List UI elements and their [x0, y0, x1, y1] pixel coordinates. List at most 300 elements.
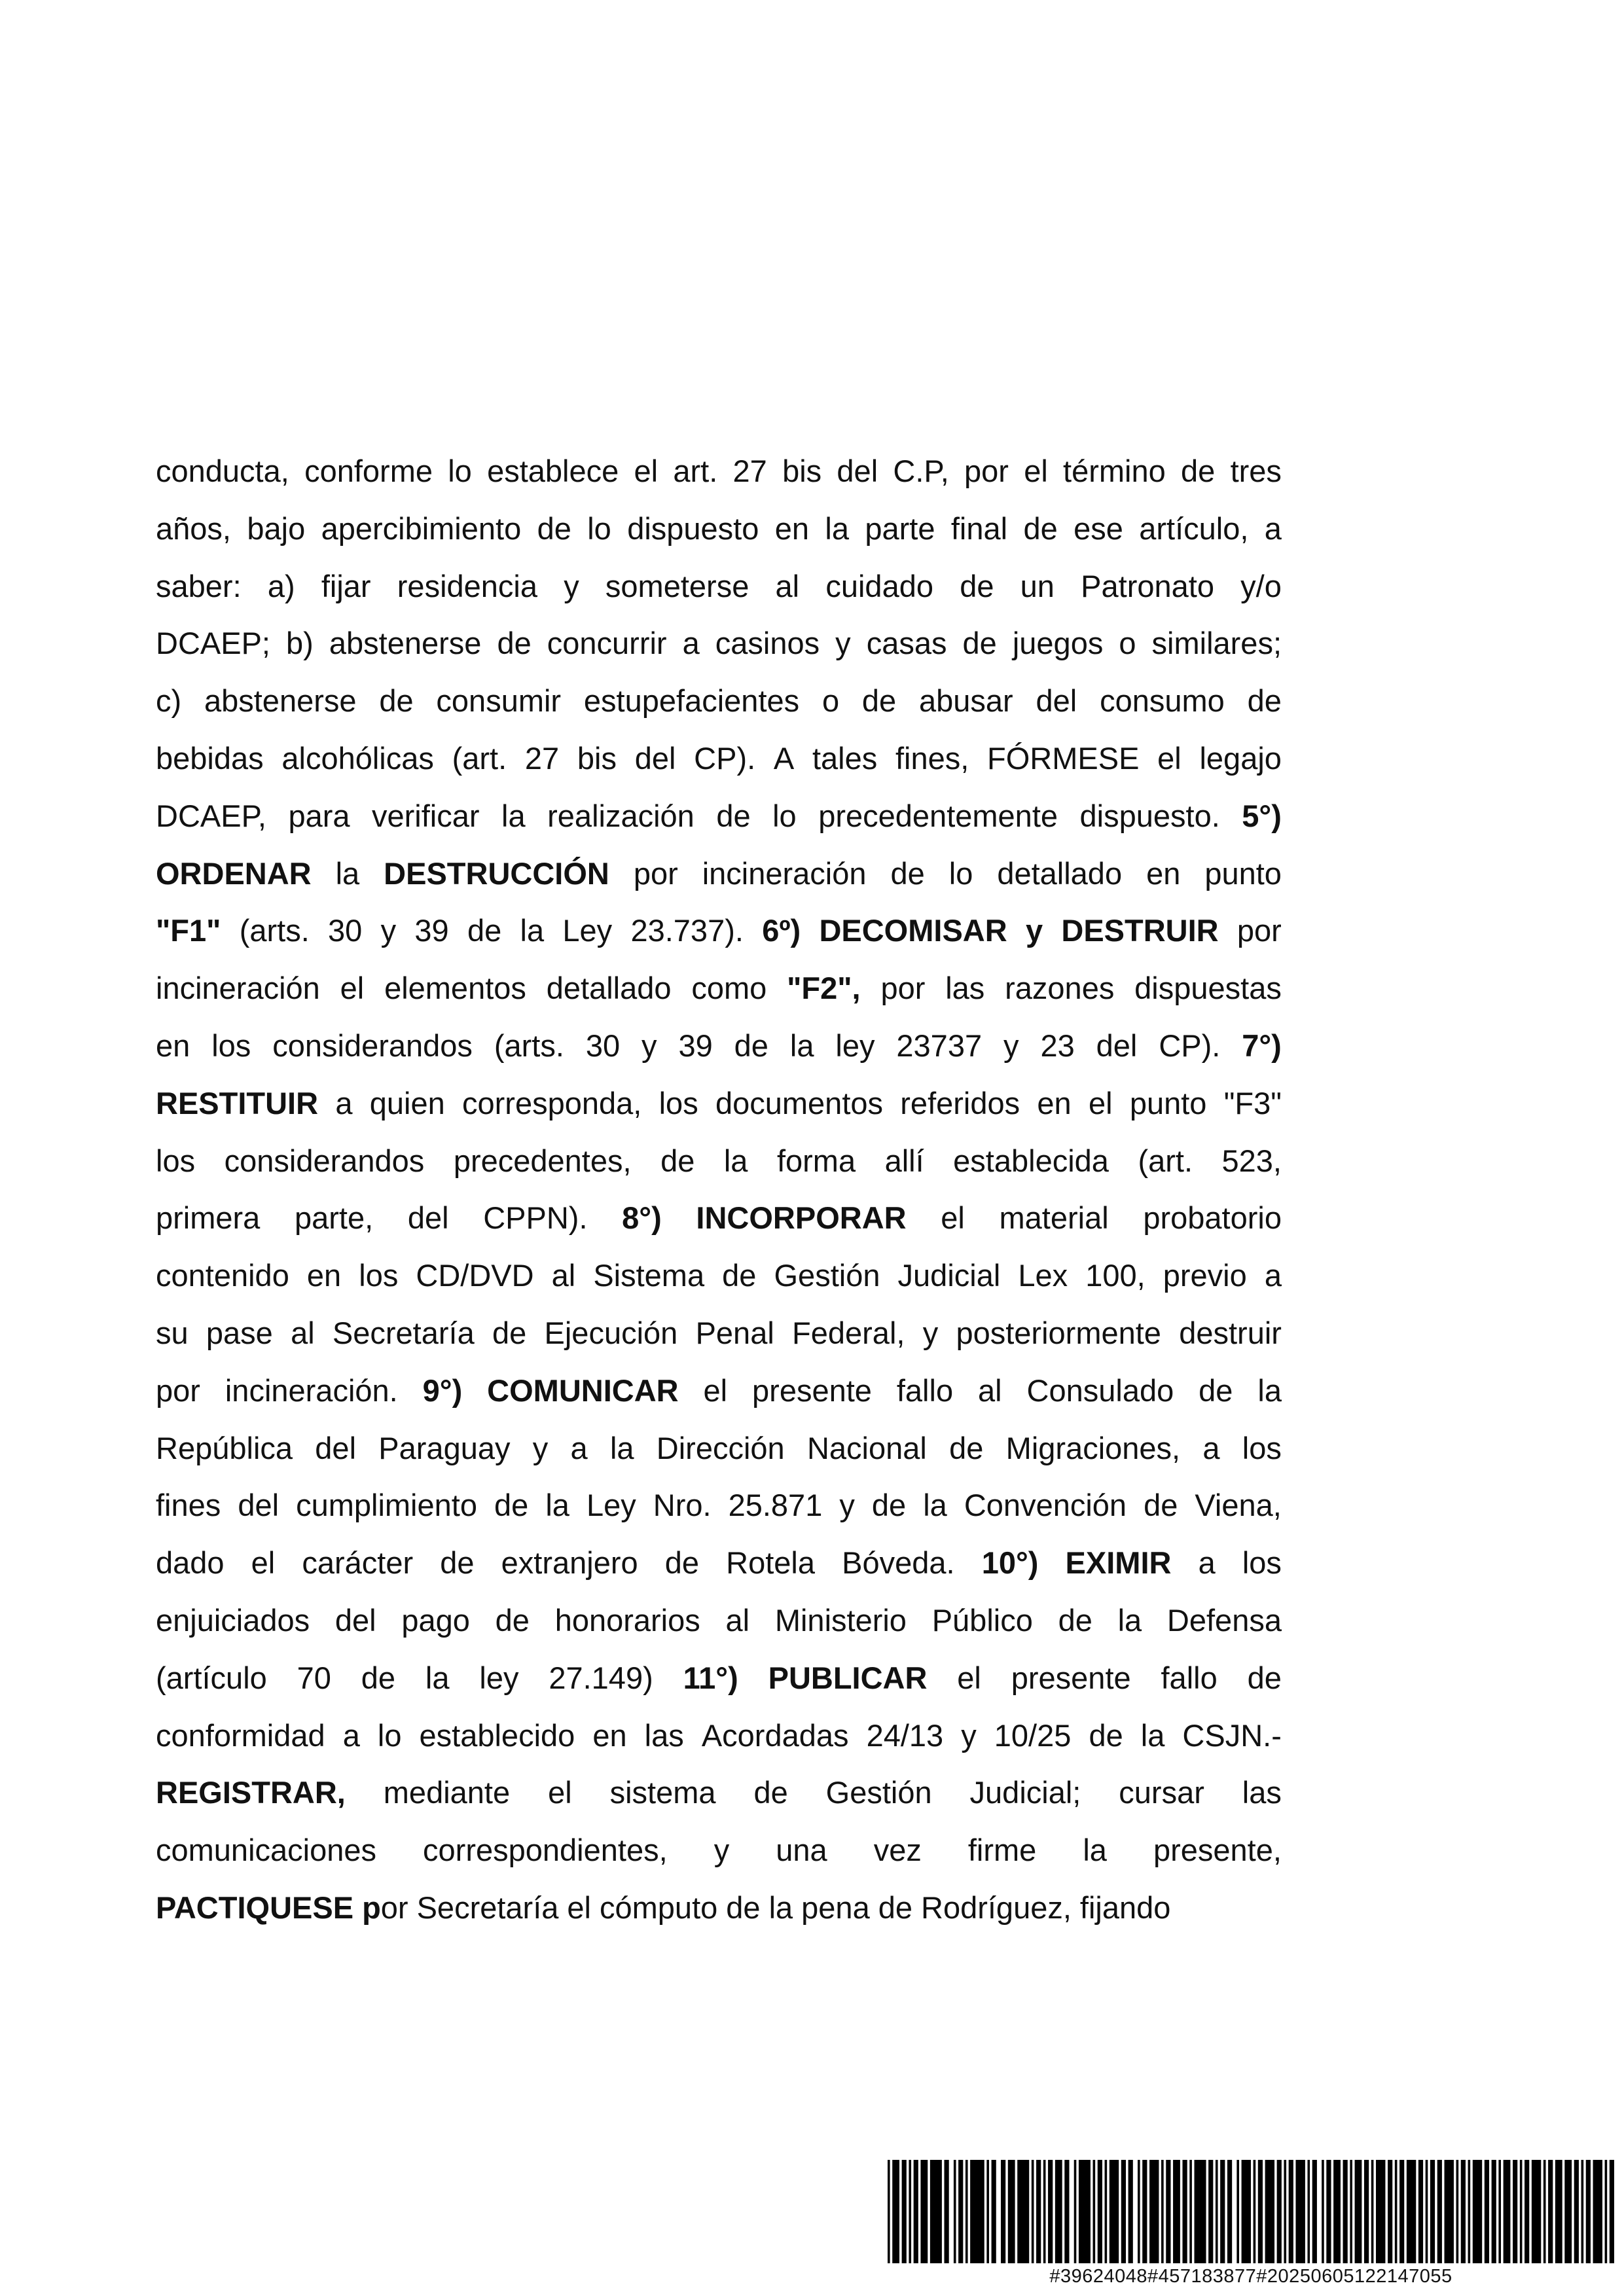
barcode-bar [1399, 2160, 1404, 2263]
word: de [734, 1028, 768, 1063]
word: a [1264, 511, 1282, 546]
word: referidos [900, 1085, 1020, 1121]
word: a [335, 1085, 353, 1121]
word: la [545, 1488, 569, 1523]
barcode-bar [1173, 2160, 1180, 2263]
word: los [156, 1143, 196, 1178]
barcode-bar [1036, 2160, 1041, 2263]
word: de [1247, 1660, 1282, 1695]
word: consumir [436, 683, 562, 719]
word: o [1119, 626, 1136, 661]
word: o [821, 683, 840, 719]
word: su [156, 1315, 189, 1350]
word: ley [835, 1028, 875, 1063]
barcode-bar [1548, 2160, 1553, 2263]
word: enjuiciados [156, 1602, 310, 1638]
barcode-bar [1048, 2160, 1053, 2263]
barcode-bar [1079, 2160, 1091, 2263]
barcode-bar [1220, 2160, 1225, 2263]
paragraph-line [156, 1189, 1282, 1247]
barcode-bar [1001, 2160, 1005, 2263]
word: COMUNICAR [487, 1372, 679, 1408]
barcode-bar [902, 2160, 907, 2263]
word: Federal, [792, 1315, 905, 1350]
word: por [880, 971, 926, 1006]
word: DECOMISAR [819, 913, 1007, 948]
word: RESTITUIR [156, 1085, 319, 1121]
word: REGISTRAR, [156, 1775, 346, 1810]
paragraph-line [156, 500, 1282, 558]
word: 8°) [622, 1200, 662, 1236]
word: de [1181, 454, 1216, 488]
word: del [407, 1200, 449, 1236]
word: artículo, [1139, 511, 1249, 546]
word: PUBLICAR [768, 1660, 928, 1695]
word: Judicial [897, 1258, 1001, 1293]
word: 27 [732, 454, 767, 488]
word: a) [267, 568, 295, 603]
word: y [835, 626, 851, 661]
barcode-bar [1350, 2160, 1352, 2263]
barcode-bar [1307, 2160, 1310, 2263]
barcode-bar [888, 2160, 890, 2263]
word: y [922, 1315, 939, 1350]
word: fijar [321, 568, 371, 603]
word: conforme [304, 454, 433, 488]
word: tres [1230, 454, 1282, 488]
word: 6º) [762, 913, 801, 948]
word: de [878, 1890, 912, 1925]
barcode-bar [1277, 2160, 1282, 2263]
paragraph-line [156, 1247, 1282, 1304]
word: para [288, 798, 350, 833]
barcode-bar [1564, 2160, 1572, 2263]
word: realización [547, 798, 695, 833]
word: 7°) [1242, 1028, 1282, 1063]
word: de [660, 1143, 695, 1178]
word: razones [1005, 971, 1115, 1006]
word: 24/13 [866, 1717, 944, 1753]
word: Patronato [1081, 568, 1214, 603]
word: República [156, 1430, 293, 1465]
word: de [716, 798, 751, 833]
barcode-bar [1258, 2160, 1263, 2263]
word: (arts. [494, 1028, 564, 1063]
word: del [1096, 1028, 1138, 1063]
barcode-bar [1418, 2160, 1423, 2263]
word: fallo [896, 1372, 954, 1408]
barcode-bar [1295, 2160, 1305, 2263]
word: en [1037, 1085, 1072, 1121]
word: en [156, 1028, 190, 1063]
barcode-bar [1289, 2160, 1293, 2263]
word: de [861, 683, 897, 719]
word: la [1140, 1717, 1165, 1753]
barcode-bar [1468, 2160, 1471, 2263]
barcode-bar [1426, 2160, 1428, 2263]
word: y [1003, 1028, 1019, 1063]
barcode-bar [1388, 2160, 1392, 2263]
barcode-bar [1605, 2160, 1608, 2263]
word: b) [286, 626, 314, 661]
word: ley [479, 1660, 519, 1695]
barcode-bar [1128, 2160, 1133, 2263]
paragraph-line [156, 1017, 1282, 1075]
word: CP). [694, 740, 756, 776]
word: incineración. [225, 1372, 398, 1408]
word: lo [948, 855, 973, 891]
word: presente, [1153, 1833, 1282, 1868]
word: y [380, 913, 397, 948]
word: el [251, 1545, 276, 1581]
paragraph-line [156, 1764, 1282, 1821]
word: abstenerse [329, 626, 482, 661]
word: a [570, 1430, 588, 1465]
barcode-bar [1312, 2160, 1317, 2263]
word: lo [772, 798, 797, 833]
word: los [1242, 1430, 1282, 1465]
word: dado [156, 1545, 225, 1581]
word: Secretaría [332, 1315, 475, 1350]
word: correspondientes, [423, 1833, 668, 1868]
word: la [789, 1028, 814, 1063]
word: 27 [524, 740, 560, 776]
paragraph-line [156, 615, 1282, 672]
barcode-bar [1498, 2160, 1501, 2263]
word: Lex [1018, 1258, 1068, 1293]
word: y [839, 1488, 855, 1523]
barcode-bar [1182, 2160, 1187, 2263]
word: establecida [953, 1143, 1109, 1178]
word: cuidado [825, 568, 933, 603]
word: previo [1163, 1258, 1247, 1293]
barcode-bar [1032, 2160, 1034, 2263]
barcode-bar [1110, 2160, 1119, 2263]
word: el [957, 1660, 981, 1695]
barcode-bar [1105, 2160, 1108, 2263]
word: destruir [1179, 1315, 1282, 1350]
word: casas [866, 626, 947, 661]
paragraph-line [156, 1821, 1282, 1879]
word: Dirección [656, 1430, 785, 1465]
word: legajo [1199, 740, 1282, 776]
word: parte [865, 511, 935, 546]
word: material [999, 1200, 1109, 1236]
word: comunicaciones [156, 1833, 377, 1868]
word: abusar [919, 683, 1013, 719]
word: similares; [1151, 626, 1282, 661]
word: pase [206, 1315, 273, 1350]
barcode-bar [1555, 2160, 1562, 2263]
paragraph-line [156, 1362, 1282, 1420]
word: la [723, 1143, 748, 1178]
word: 30 [585, 1028, 621, 1063]
word: 100, [1085, 1258, 1146, 1293]
word: quien [369, 1085, 445, 1121]
paragraph-line [156, 1075, 1282, 1132]
word: concurrir [547, 626, 667, 661]
word: de [949, 1430, 984, 1465]
word: la [768, 1890, 793, 1925]
word: en [1146, 855, 1181, 891]
word: cumplimiento [296, 1488, 477, 1523]
word: lo [587, 511, 611, 546]
word: del [634, 740, 676, 776]
barcode-bar [1043, 2160, 1046, 2263]
word: apercibimiento [321, 511, 522, 546]
word: establece [487, 454, 619, 488]
word: y [641, 1028, 657, 1063]
barcode-bar [1166, 2160, 1170, 2263]
barcode-bar [1513, 2160, 1517, 2263]
word: conformidad [156, 1717, 325, 1753]
word: al [775, 568, 800, 603]
barcode-bar [1195, 2160, 1206, 2263]
word: "F3" [1223, 1085, 1282, 1121]
word: DCAEP, [156, 798, 266, 833]
word: de [960, 568, 994, 603]
word: del [238, 1488, 280, 1523]
word: la [825, 511, 849, 546]
word: (artículo [156, 1660, 267, 1695]
word: presente [752, 1372, 872, 1408]
word: precedentemente [818, 798, 1058, 833]
word: considerandos [224, 1143, 425, 1178]
word: 30 [328, 913, 363, 948]
barcode-bar [930, 2160, 942, 2263]
barcode-bar [1098, 2160, 1102, 2263]
barcode-bar [1008, 2160, 1015, 2263]
word: ORDENAR [156, 855, 312, 891]
word: por [362, 1890, 408, 1925]
word: dispuestas [1134, 971, 1282, 1006]
word: fijando [1079, 1890, 1171, 1925]
word: 10/25 [994, 1717, 1072, 1753]
word: incineración [702, 855, 867, 891]
barcode-bar [1371, 2160, 1374, 2263]
word: detallado [997, 855, 1123, 891]
barcode-bar [1456, 2160, 1459, 2263]
word: vez [873, 1833, 922, 1868]
word: el [567, 1890, 591, 1925]
barcode-bar [1149, 2160, 1159, 2263]
paragraph-line [156, 1592, 1282, 1649]
word: los [359, 1258, 399, 1293]
barcode-bar [1437, 2160, 1442, 2263]
barcode-bar [892, 2160, 899, 2263]
word: el [548, 1775, 572, 1810]
word: saber: [156, 568, 242, 603]
word: años, [156, 511, 231, 546]
word: allí [884, 1143, 924, 1178]
barcode-bar [1208, 2160, 1213, 2263]
word: Viena, [1195, 1488, 1282, 1523]
word: como [691, 971, 767, 1006]
word: de [890, 855, 925, 891]
word: fines, [895, 740, 969, 776]
word: Judicial; [969, 1775, 1081, 1810]
word: A [773, 740, 795, 776]
word: las [644, 1717, 684, 1753]
word: el [941, 1200, 965, 1236]
barcode-bar [1064, 2160, 1069, 2263]
barcode-bar [1593, 2160, 1602, 2263]
word: de [537, 511, 571, 546]
word: Acordadas [701, 1717, 849, 1753]
word: de [492, 1315, 527, 1350]
word: Ejecución [544, 1315, 678, 1350]
word: 23 [1040, 1028, 1075, 1063]
word: Bóveda. [842, 1545, 955, 1581]
word: y [564, 568, 579, 603]
word: y [961, 1717, 977, 1753]
word: juegos [1012, 626, 1104, 661]
barcode-bar [1492, 2160, 1496, 2263]
paragraph-line [156, 1707, 1282, 1765]
word: del [1036, 683, 1077, 719]
word: tales [812, 740, 878, 776]
word: y/o [1240, 568, 1282, 603]
barcode [888, 2160, 1614, 2263]
paragraph-line [156, 845, 1282, 903]
word: 523, [1221, 1143, 1282, 1178]
word: 39 [678, 1028, 713, 1063]
word: pena [801, 1890, 870, 1925]
word: casinos [715, 626, 820, 661]
word: 23737 [896, 1028, 983, 1063]
word: PACTIQUESE [156, 1890, 354, 1925]
word: corresponda, [462, 1085, 642, 1121]
word: en [774, 511, 810, 546]
word: DESTRUCCIÓN [384, 855, 609, 891]
word: primera [156, 1200, 261, 1236]
word: 70 [297, 1660, 331, 1695]
barcode-bar [1407, 2160, 1416, 2263]
word: Ley [586, 1488, 636, 1523]
paragraph-line [156, 1879, 1282, 1937]
word: firme [967, 1833, 1037, 1868]
word: Penal [695, 1315, 774, 1350]
word: la [609, 1430, 634, 1465]
document-body [156, 442, 1282, 1937]
word: por [964, 454, 1009, 488]
word: Rodríguez, [921, 1890, 1072, 1925]
word: de [467, 913, 502, 948]
word: punto [1204, 855, 1282, 891]
word: CD/DVD [416, 1258, 534, 1293]
word: de [494, 1488, 529, 1523]
paragraph-line [156, 558, 1282, 615]
word: Paraguay [378, 1430, 511, 1465]
word: los [211, 1028, 251, 1063]
word: parte, [294, 1200, 374, 1236]
word: y [532, 1430, 549, 1465]
barcode-bar [1543, 2160, 1546, 2263]
word: de [497, 626, 532, 661]
word: extranjero [501, 1545, 638, 1581]
word: ese [1074, 511, 1123, 546]
word: verificar [372, 798, 480, 833]
word: Ministerio [774, 1602, 907, 1638]
word: la [501, 798, 526, 833]
barcode-bar [1504, 2160, 1511, 2263]
word: las [1242, 1775, 1282, 1810]
barcode-bar [1445, 2160, 1454, 2263]
word: bis [782, 454, 822, 488]
word: (art. [452, 740, 507, 776]
word: Secretaría [416, 1890, 559, 1925]
word: al [551, 1258, 576, 1293]
word: probatorio [1143, 1200, 1282, 1236]
word: 25.871 [728, 1488, 823, 1523]
word: el [634, 454, 659, 488]
barcode-bar [970, 2160, 984, 2263]
word: el [1088, 1085, 1113, 1121]
word: el [340, 971, 365, 1006]
barcode-bar [1284, 2160, 1286, 2263]
barcode-bar [1074, 2160, 1077, 2263]
word: de [495, 1602, 530, 1638]
word: establecido [419, 1717, 575, 1753]
word: 5°) [1242, 798, 1282, 833]
word: INCORPORAR [696, 1200, 907, 1236]
word: a [1202, 1430, 1220, 1465]
barcode-bar [1485, 2160, 1489, 2263]
barcode-bar [1017, 2160, 1029, 2263]
barcode-bar [958, 2160, 963, 2263]
word: Migraciones, [1005, 1430, 1181, 1465]
word: bebidas [156, 740, 264, 776]
word: de [361, 1660, 396, 1695]
barcode-bar [1236, 2160, 1239, 2263]
word: incineración [156, 971, 320, 1006]
word: final [950, 511, 1008, 546]
word: DESTRUIR [1061, 913, 1219, 948]
barcode-bar [1242, 2160, 1251, 2263]
word: del [315, 1430, 357, 1465]
word: consumo [1100, 683, 1225, 719]
barcode-bar [1574, 2160, 1579, 2263]
barcode-bar [920, 2160, 928, 2263]
word: presente [1011, 1660, 1131, 1695]
word: considerandos [272, 1028, 473, 1063]
word: la [425, 1660, 450, 1695]
word: término [1063, 454, 1166, 488]
word: por [156, 1372, 200, 1408]
word: de [1199, 1372, 1233, 1408]
word: cursar [1119, 1775, 1204, 1810]
word: Consulado [1026, 1372, 1174, 1408]
word: C.P, [893, 454, 949, 488]
word: mediante [383, 1775, 511, 1810]
word: por [633, 855, 678, 891]
barcode-bar [1189, 2160, 1192, 2263]
barcode-bar [965, 2160, 968, 2263]
word: un [1020, 568, 1055, 603]
barcode-bar [1376, 2160, 1385, 2263]
word: precedentes, [453, 1143, 632, 1178]
barcode-bar [1364, 2160, 1369, 2263]
paragraph-line [156, 442, 1282, 500]
word: del [837, 454, 878, 488]
barcode-bar [1216, 2160, 1218, 2263]
barcode-bar [1430, 2160, 1435, 2263]
word: de [664, 1545, 700, 1581]
word: al [978, 1372, 1002, 1408]
word: forma [776, 1143, 856, 1178]
word: pago [401, 1602, 470, 1638]
word: contenido [156, 1258, 289, 1293]
